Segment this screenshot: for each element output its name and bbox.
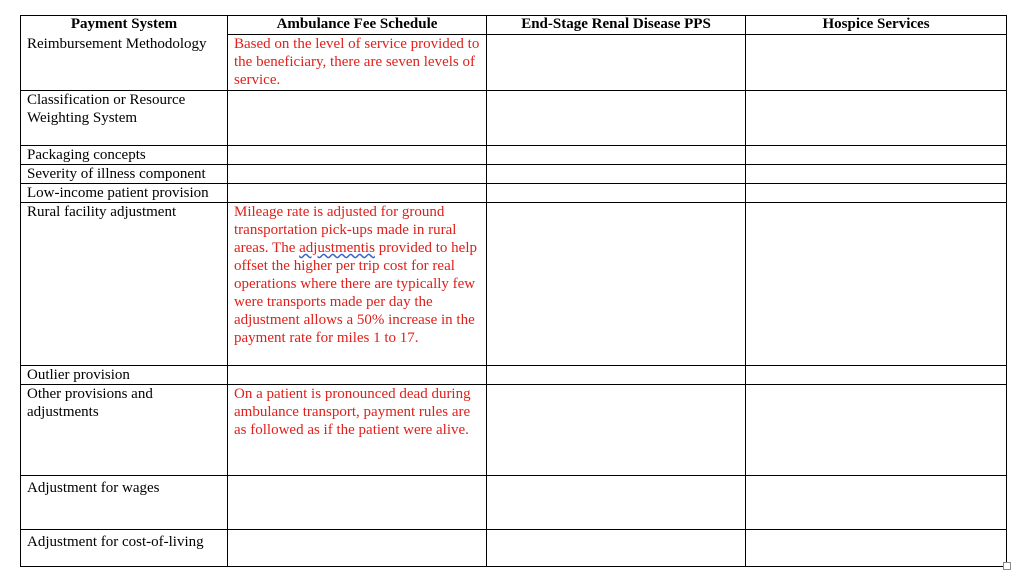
ambulance-cell[interactable] bbox=[228, 146, 487, 165]
esrd-cell[interactable] bbox=[487, 184, 746, 203]
hospice-cell[interactable] bbox=[746, 476, 1007, 530]
esrd-cell[interactable] bbox=[487, 366, 746, 385]
hospice-cell[interactable] bbox=[746, 91, 1007, 146]
ambulance-cell[interactable] bbox=[228, 203, 487, 366]
ambulance-cell[interactable] bbox=[228, 530, 487, 567]
table-resize-handle[interactable] bbox=[1003, 562, 1011, 570]
header-ambulance-fee-schedule: Ambulance Fee Schedule bbox=[228, 16, 487, 35]
esrd-cell[interactable] bbox=[487, 385, 746, 476]
ambulance-cell[interactable] bbox=[228, 91, 487, 146]
misspelled-word: adjustmentis bbox=[299, 240, 375, 256]
row-label: Adjustment for cost-of-living bbox=[21, 530, 228, 567]
ambulance-cell[interactable] bbox=[228, 184, 487, 203]
esrd-cell[interactable] bbox=[487, 146, 746, 165]
table-row bbox=[21, 91, 1007, 146]
header-hospice-services: Hospice Services bbox=[746, 16, 1007, 35]
row-label: Adjustment for wages bbox=[21, 476, 228, 530]
ambulance-cell[interactable]: Based on the level of service provided to the beneficiary, there are seven levels of service. bbox=[228, 35, 487, 91]
esrd-cell[interactable] bbox=[487, 35, 746, 91]
row-label: Severity of illness component bbox=[21, 165, 228, 184]
table-row bbox=[21, 35, 1007, 91]
table-row bbox=[21, 165, 1007, 184]
rural-text-start: Mileage rate is adjusted for ground transportation pick-ups made in rural areas. The bbox=[234, 204, 457, 256]
row-label: Low-income patient provision bbox=[21, 184, 228, 203]
payment-systems-table bbox=[20, 15, 1007, 567]
table-row bbox=[21, 385, 1007, 476]
header-payment-system: Payment System bbox=[21, 16, 228, 35]
hospice-cell[interactable] bbox=[746, 530, 1007, 567]
hospice-cell[interactable] bbox=[746, 385, 1007, 476]
esrd-cell[interactable] bbox=[487, 165, 746, 184]
ambulance-cell[interactable] bbox=[228, 366, 487, 385]
table-row bbox=[21, 366, 1007, 385]
table-row bbox=[21, 530, 1007, 567]
row-label: Classification or Resource Weighting System bbox=[21, 91, 228, 146]
table-row bbox=[21, 146, 1007, 165]
ambulance-cell[interactable] bbox=[228, 476, 487, 530]
header-esrd-pps: End-Stage Renal Disease PPS bbox=[487, 16, 746, 35]
hospice-cell[interactable] bbox=[746, 366, 1007, 385]
hospice-cell[interactable] bbox=[746, 184, 1007, 203]
header-row bbox=[21, 16, 1007, 35]
hospice-cell[interactable] bbox=[746, 146, 1007, 165]
hospice-cell[interactable] bbox=[746, 165, 1007, 184]
table-row bbox=[21, 184, 1007, 203]
row-label: Rural facility adjustment bbox=[21, 203, 228, 366]
rural-text-end: provided to help offset the higher per trip cost for real operations where there are typically few were transports made per day the adjustment allows a 50% increase in the payment rate for miles 1 to 17. bbox=[234, 240, 478, 346]
ambulance-cell[interactable] bbox=[228, 165, 487, 184]
esrd-cell[interactable] bbox=[487, 91, 746, 146]
hospice-cell[interactable] bbox=[746, 35, 1007, 91]
hospice-cell[interactable] bbox=[746, 203, 1007, 366]
esrd-cell[interactable] bbox=[487, 530, 746, 567]
table-row bbox=[21, 476, 1007, 530]
esrd-cell[interactable] bbox=[487, 476, 746, 530]
table-row bbox=[21, 203, 1007, 366]
row-label: Packaging concepts bbox=[21, 146, 228, 165]
row-label: Outlier provision bbox=[21, 366, 228, 385]
row-label: Reimbursement Methodology bbox=[21, 35, 228, 91]
esrd-cell[interactable] bbox=[487, 203, 746, 366]
ambulance-cell[interactable]: On a patient is pronounced dead during ambulance transport, payment rules are as followed as if the patient were alive. bbox=[228, 385, 487, 476]
row-label: Other provisions and adjustments bbox=[21, 385, 228, 476]
